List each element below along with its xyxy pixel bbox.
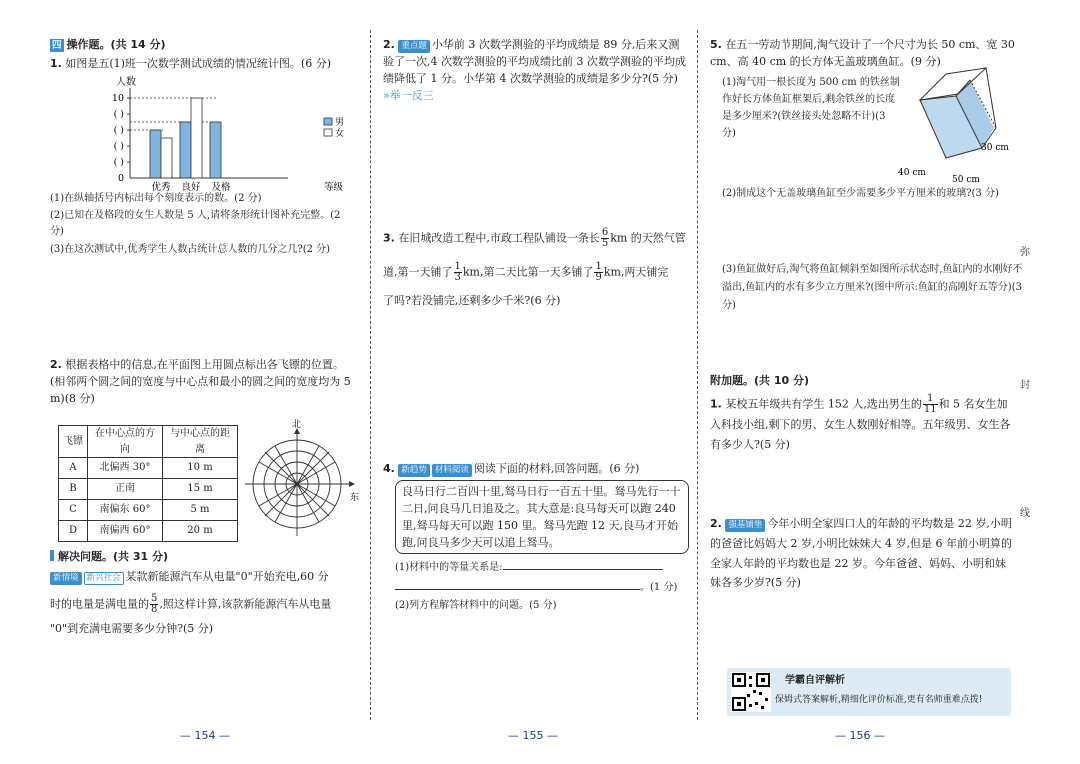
y-tick-label: ( ) <box>113 109 124 120</box>
question-3: 3. 在旧城改造工程中,市政工程队铺设一条长 $\frac{6}{5}$ km 的天然气管 <box>383 227 686 249</box>
y-tick-label: ( ) <box>113 157 124 168</box>
question-1-part-3: (3)在这次测试中,优秀学生人数占统计总人数的几分之几?(2 分) <box>50 244 331 255</box>
x-tick-label: 良好 <box>181 182 201 193</box>
legend-swatch <box>324 129 332 136</box>
y-tick-label: ( ) <box>113 141 124 152</box>
binding-margin-mark: 弥 <box>1020 247 1030 258</box>
question-1-part-2: (2)已知在及格段的女生人数是 5 人,请将条形统计图补充完整。(2 分) <box>50 210 341 237</box>
answer-line[interactable] <box>395 589 640 590</box>
x-axis-label: 等级 <box>324 182 344 193</box>
y-tick-label: 10 <box>111 93 124 104</box>
banner-title: 学霸自评解析 <box>785 675 845 686</box>
table-row: D 南偏西 60° 20 m <box>59 521 238 542</box>
table-row: C 南偏东 60° 5 m <box>59 500 238 521</box>
legend-swatch <box>324 118 332 125</box>
dimension-height: 30 cm <box>981 143 1009 153</box>
legend-label: 男 <box>335 118 345 128</box>
binding-margin-mark: 封 <box>1020 380 1030 391</box>
dimension-width: 50 cm <box>952 175 980 185</box>
dart-table <box>58 425 238 542</box>
page-number: — 156 — <box>835 729 885 742</box>
target-diagram <box>245 418 360 543</box>
table-header: 飞镖 在中心点的方向 与中心点的距离 <box>59 426 238 458</box>
y-tick-label: 0 <box>117 173 124 184</box>
question-4: 4. 新趋势 材料阅读 阅读下面的材料,回答问题。(6 分) <box>383 462 640 475</box>
page-number: — 155 — <box>508 729 558 742</box>
binding-margin-mark: 线 <box>1020 508 1030 519</box>
section-heading: 四 操作题。(共 14 分) <box>52 38 166 51</box>
extra-question-2: 2. 强基铺垫 今年小明全家四口人的年龄的平均数是 22 岁,小明的爸爸比妈妈大 2 岁,小明比妹妹大 4 岁,但是 6 年前小明算的全家人年龄的平均数也是 22 岁。今年爸爸、妈妈、小明和妹妹各多少岁?(5 分) <box>710 517 1012 590</box>
section-badge: 四 <box>52 40 62 51</box>
question-5: 5. 在五一劳动节期间,淘气设计了一个尺寸为长 50 cm、宽 30 cm、高 40 cm 的长方体无盖玻璃鱼缸。(9 分) <box>710 38 1015 69</box>
fraction: $\frac{1}{3}$ <box>454 261 461 283</box>
extra-question-1: 1. 某校五年级共有学生 152 人,选出男生的 $\frac{1}{11}$ 和 5 名女生加入科技小组,剩下的男、女生人数刚好相等。五年级男、女生各有多少人?(5 分) <box>710 393 1011 451</box>
bar <box>161 138 172 178</box>
page-number: — 154 — <box>180 729 230 742</box>
y-tick-label: ( ) <box>113 125 124 136</box>
table-row: B 正南 15 m <box>59 479 238 500</box>
dimension-length: 40 cm <box>898 168 926 178</box>
self-check-banner[interactable] <box>727 668 1011 716</box>
fraction: $\frac{1}{9}$ <box>595 261 602 283</box>
question-2: 2. 重点题 小华前 3 次数学测验的平均成绩是 89 分,后来又测验了一次,4 次数学测验的平均成绩比前 3 次数学测验的平均成绩降低了 1 分。小华第 4 次数学测验的成绩是多少分?(5 分) »举一反三 <box>383 38 686 103</box>
compass-north-label: 北 <box>292 420 302 430</box>
bar <box>180 122 191 178</box>
bar <box>210 122 221 178</box>
banner-subtitle: 保姆式答案解析,精细化评价标准,更有名师重难点拨! <box>775 695 983 705</box>
bar-chart <box>88 73 353 193</box>
fish-tank-figure <box>896 70 1016 185</box>
x-tick-label: 优秀 <box>151 182 171 193</box>
section-heading: 解决问题。(共 31 分) <box>50 548 355 565</box>
column-divider <box>370 30 371 720</box>
question-5-part-1: (1)淘气用一根长度为 500 cm 的铁丝制作好长方体鱼缸框架后,剩余铁丝的长度是多少厘米?(铁丝接头处忽略不计)(3 分) <box>722 77 900 139</box>
extra-section-heading: 附加题。(共 10 分) <box>710 374 810 387</box>
y-axis-label: 人数 <box>116 77 136 88</box>
question-2: 2. 根据表格中的信息,在平面图上用圆点标出各飞镖的位置。(相邻两个圆之间的宽度与中心点和最小的圆之间的宽度均为 5 m)(8 分) <box>50 358 351 406</box>
question-1-part-1: (1)在纵轴括号内标出每个刻度表示的数。(2 分) <box>50 193 262 204</box>
question-5-part-3: (3)鱼缸做好后,淘气将鱼缸倾斜至如图所示状态时,鱼缸内的水刚好不溢出,鱼缸内的水有多少立方厘米?(图中所示:鱼缸的高刚好五等分)(3 分) <box>722 264 1023 311</box>
fraction: $\frac{1}{11}$ <box>923 393 937 415</box>
reading-material-box: 良马日行二百四十里,驽马日行一百五十里。驽马先行一十二日,问良马几日追及之。其大意是:良马每天可以跑 240 里,驽马每天可以跑 150 里。驽马先跑 12 天,良马才开始跑,问良马多少天可以追上驽马。 <box>395 480 689 554</box>
question-4-part-2: (2)列方程解答材料中的问题。(5 分) <box>395 600 557 611</box>
question-4-part-1: (1)材料中的等量关系是: <box>395 560 700 576</box>
question-5-part-2: (2)制成这个无盖玻璃鱼缸至少需要多少平方厘米的玻璃?(3 分) <box>722 188 999 199</box>
bar <box>191 98 202 178</box>
answer-line[interactable] <box>503 569 663 570</box>
question-3: 新情境 新兴社会 某款新能源汽车从电量"0"开始充电,60 分 <box>50 568 355 585</box>
fraction: $\frac{5}{8}$ <box>151 593 158 615</box>
practice-link[interactable]: »举一反三 <box>383 89 434 103</box>
legend-label: 女 <box>335 129 345 139</box>
qr-code-icon <box>731 672 771 712</box>
fraction: $\frac{6}{5}$ <box>601 227 609 249</box>
x-tick-label: 及格 <box>211 182 231 193</box>
compass-east-label: 东 <box>350 493 360 503</box>
column-divider <box>697 30 698 720</box>
table-row: A 北偏西 30° 10 m <box>59 458 238 479</box>
bar <box>150 130 161 178</box>
section-marker <box>50 550 54 561</box>
question-1: 1. 如图是五(1)班一次数学测试成绩的情况统计图。(6 分) <box>50 57 332 70</box>
